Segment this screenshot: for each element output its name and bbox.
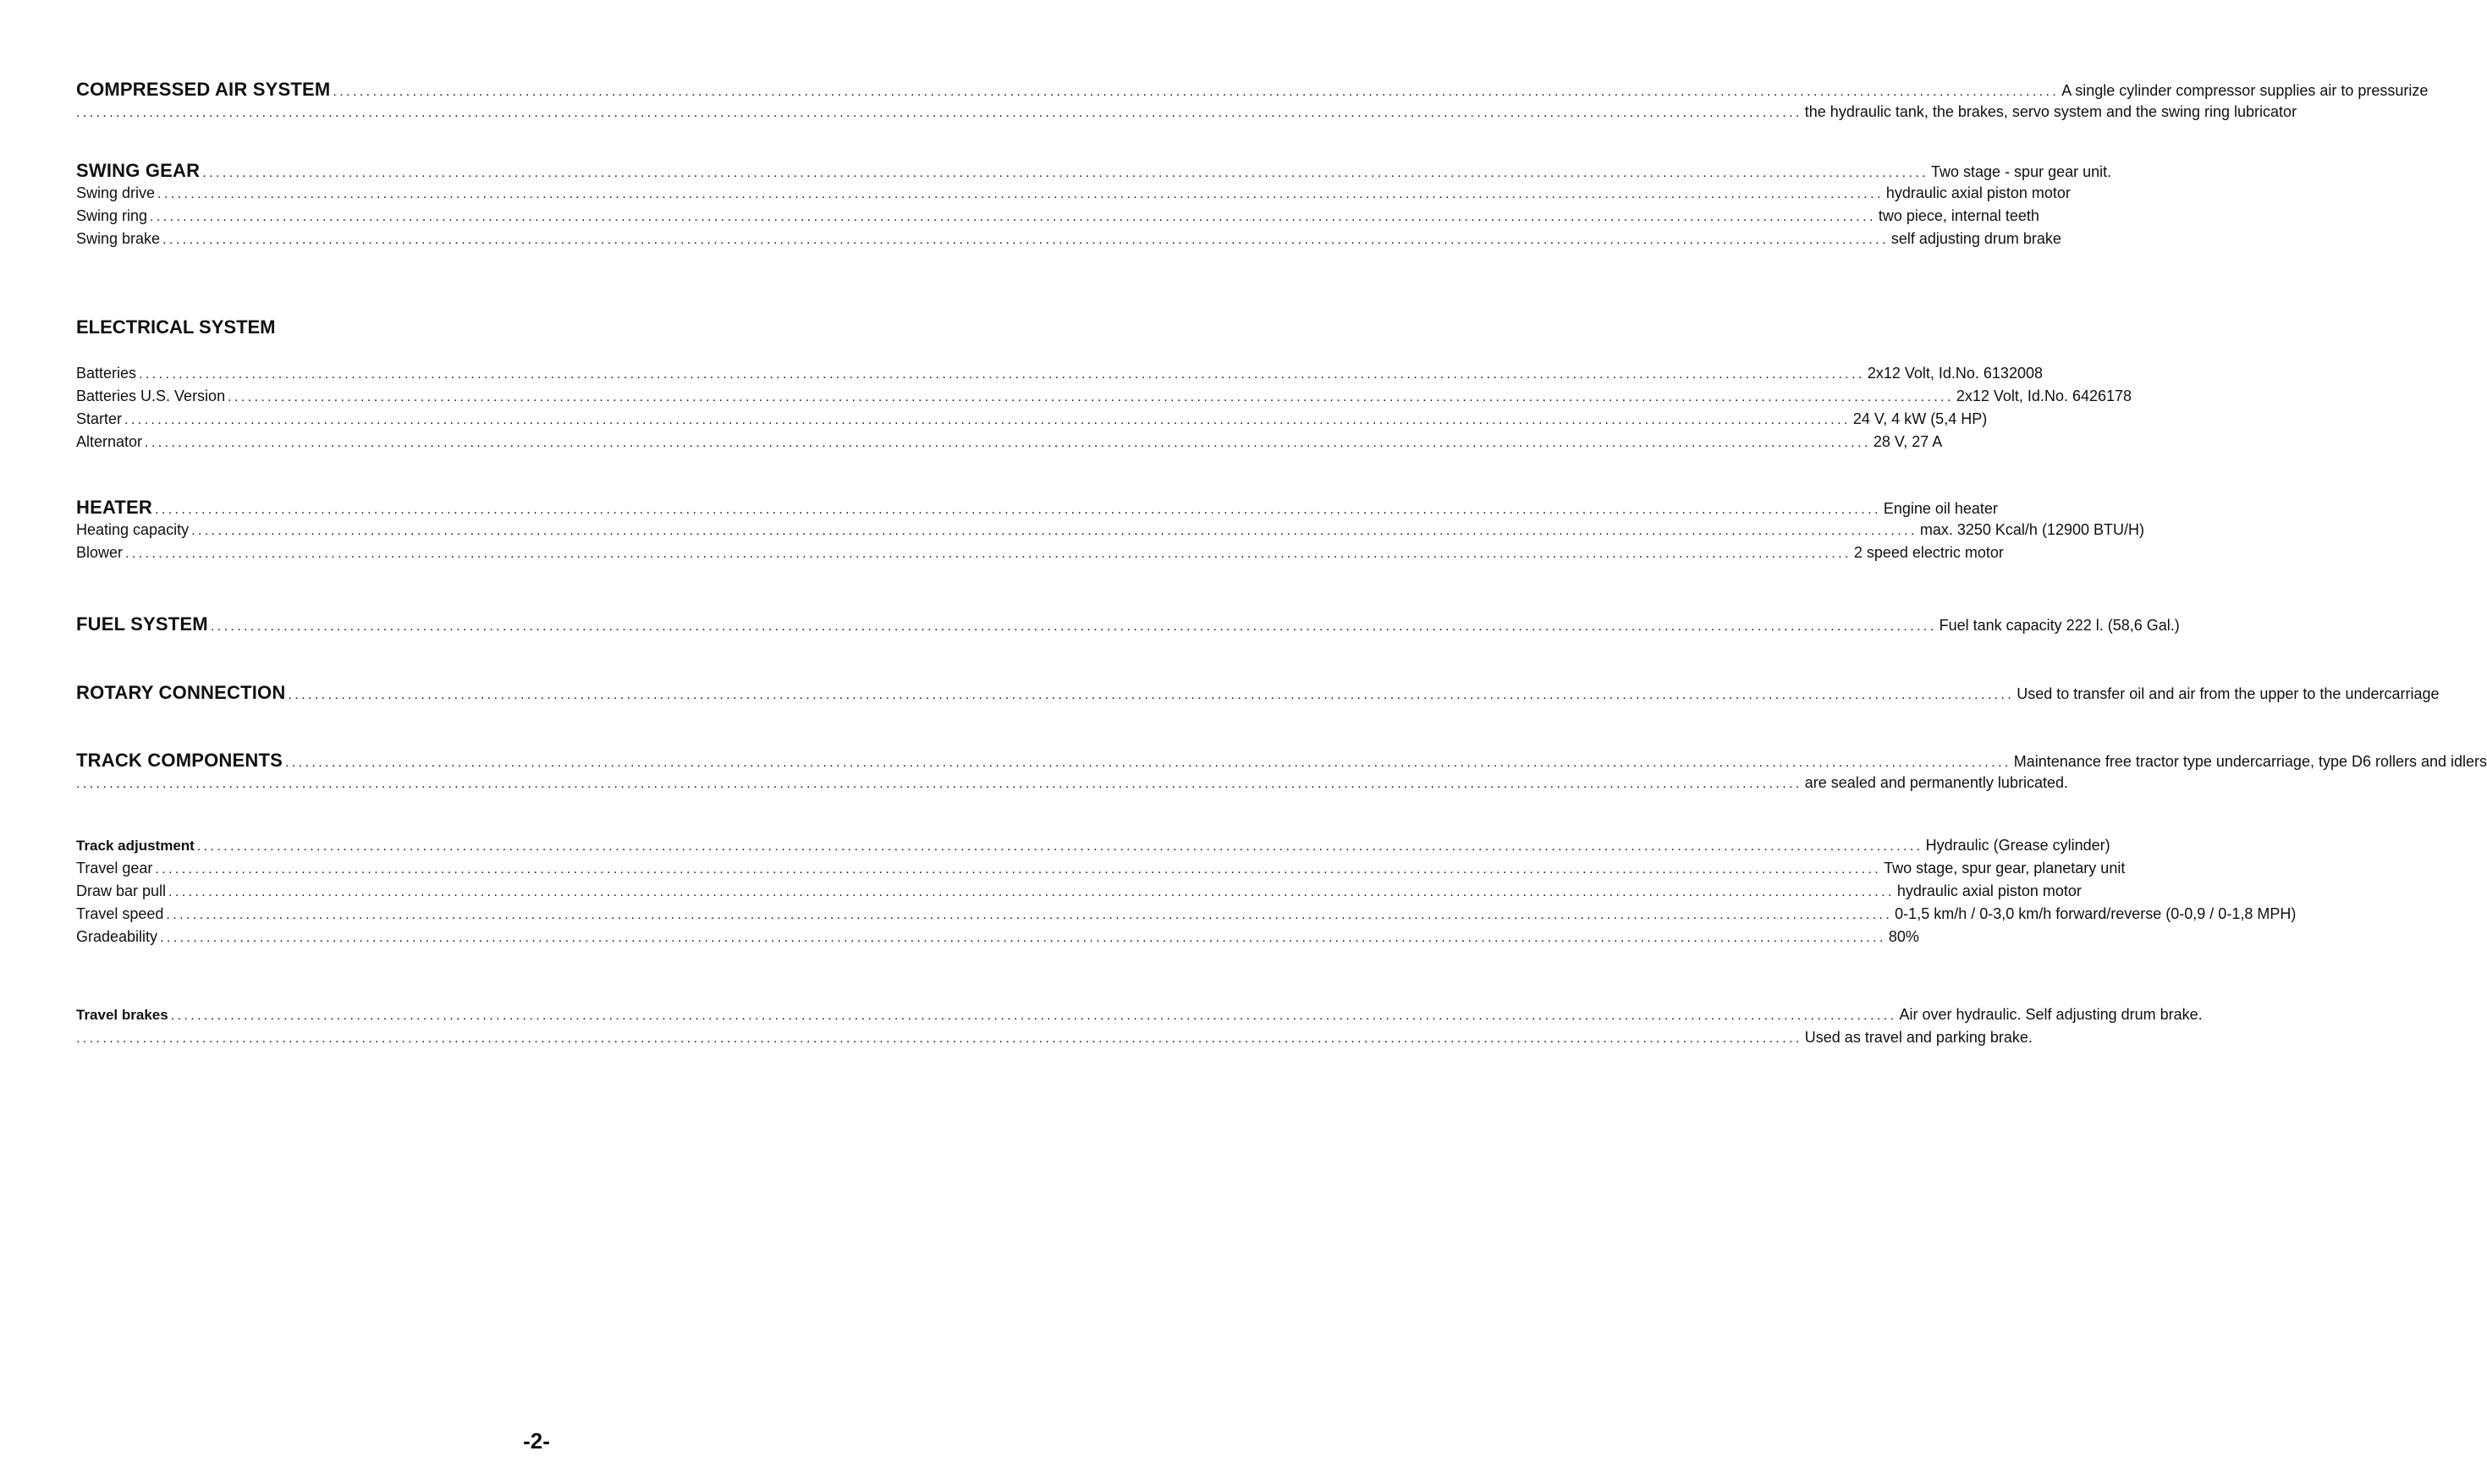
- spec-row: [76, 362, 2043, 385]
- swing-gear-heading: SWING GEAR: [76, 160, 201, 181]
- spec-row: [76, 880, 2082, 903]
- fuel-row: [76, 613, 2180, 635]
- spec-label: Draw bar pull: [76, 882, 167, 899]
- compressed-air-value-1: A single cylinder compressor supplies air to pressurize: [2061, 82, 2429, 99]
- track-components-value-2: are sealed and permanently lubricated.: [1804, 774, 2068, 791]
- compressed-air-row-1: [76, 78, 2429, 101]
- electrical-heading: ELECTRICAL SYSTEM: [76, 316, 276, 338]
- spec-row: [76, 431, 1943, 453]
- heater-heading: HEATER: [76, 497, 153, 518]
- leader-dots: ....................................................................................................................................................................................................................................................................: [202, 166, 1929, 180]
- leader-dots: ....................................................................................................................................................................................................................................................................: [124, 413, 1851, 427]
- fuel-section: [76, 613, 2180, 635]
- fuel-heading: FUEL SYSTEM: [76, 613, 208, 635]
- spec-value: 28 V, 27 A: [1873, 433, 1943, 450]
- spec-row: [76, 541, 2004, 564]
- travel-brakes-heading: Travel brakes: [76, 1007, 168, 1023]
- spec-row: [76, 205, 2039, 228]
- leader-dots: ....................................................................................................................................................................................................................................................................: [76, 1031, 1802, 1046]
- leader-dots: ....................................................................................................................................................................................................................................................................: [150, 210, 1876, 224]
- leader-dots: ....................................................................................................................................................................................................................................................................: [191, 524, 1918, 538]
- spec-row: [76, 385, 2132, 408]
- compressed-air-row-2: [76, 101, 2297, 124]
- travel-brakes-section: [76, 1003, 2203, 1049]
- spec-value: Two stage, spur gear, planetary unit: [1884, 860, 2126, 877]
- leader-dots: ....................................................................................................................................................................................................................................................................: [160, 931, 1886, 945]
- spec-value: 2 speed electric motor: [1853, 544, 2004, 561]
- spec-label: Batteries: [76, 365, 137, 382]
- compressed-air-section: [76, 78, 2429, 124]
- heater-heading-value: Engine oil heater: [1883, 500, 1998, 517]
- leader-dots: ....................................................................................................................................................................................................................................................................: [333, 85, 2060, 99]
- heater-heading-row: [76, 496, 1998, 519]
- travel-brakes-row-2: [76, 1026, 2033, 1049]
- spec-label: Heating capacity: [76, 521, 190, 538]
- leader-dots: ....................................................................................................................................................................................................................................................................: [76, 106, 1802, 120]
- spec-label: Travel gear: [76, 860, 153, 877]
- track-components-heading: TRACK COMPONENTS: [76, 750, 283, 771]
- leader-dots: ....................................................................................................................................................................................................................................................................: [166, 908, 1893, 922]
- spec-row: [76, 926, 1919, 948]
- page-number: -2-: [523, 1428, 550, 1454]
- track-adjustment-heading-value: Hydraulic (Grease cylinder): [1925, 837, 2110, 854]
- rotary-heading: ROTARY CONNECTION: [76, 682, 286, 703]
- spec-value: self adjusting drum brake: [1890, 230, 2061, 247]
- spec-row: [76, 228, 2061, 250]
- spec-value: max. 3250 Kcal/h (12900 BTU/H): [1919, 521, 2144, 538]
- rotary-value: Used to transfer oil and air from the upper to the undercarriage: [2017, 685, 2440, 702]
- leader-dots: ....................................................................................................................................................................................................................................................................: [288, 688, 2015, 702]
- spec-value: hydraulic axial piston motor: [1896, 882, 2082, 899]
- spec-label: Swing brake: [76, 230, 161, 247]
- leader-dots: ....................................................................................................................................................................................................................................................................: [157, 187, 1884, 201]
- fuel-value: Fuel tank capacity 222 l. (58,6 Gal.): [1939, 617, 2180, 634]
- travel-brakes-value-2: Used as travel and parking brake.: [1804, 1029, 2033, 1046]
- spec-row: [76, 519, 2144, 541]
- heater-section: [76, 496, 2144, 564]
- track-components-row-2: [76, 772, 2068, 794]
- electrical-section: [76, 362, 2132, 453]
- leader-dots: ....................................................................................................................................................................................................................................................................: [168, 885, 1895, 899]
- spec-value: hydraulic axial piston motor: [1885, 184, 2071, 201]
- swing-gear-heading-value: Two stage - spur gear unit.: [1931, 163, 2112, 180]
- leader-dots: ....................................................................................................................................................................................................................................................................: [155, 862, 1882, 877]
- track-components-value-1: Maintenance free tractor type undercarriage, type D6 rollers and idlers: [2013, 753, 2487, 770]
- track-components-section: [76, 749, 2487, 794]
- spec-value: 24 V, 4 kW (5,4 HP): [1852, 410, 1988, 427]
- track-adjustment-heading: Track adjustment: [76, 838, 195, 854]
- rotary-section: [76, 681, 2440, 704]
- travel-brakes-value-1: Air over hydraulic. Self adjusting drum brake.: [1899, 1006, 2203, 1023]
- track-adjustment-heading-row: [76, 834, 2110, 857]
- spec-value: 80%: [1888, 928, 1919, 945]
- document-page: [76, 0, 2487, 1484]
- spec-label: Batteries U.S. Version: [76, 387, 226, 404]
- swing-gear-section: [76, 159, 2112, 250]
- rotary-row: [76, 681, 2440, 704]
- spec-label: Starter: [76, 410, 123, 427]
- leader-dots: ....................................................................................................................................................................................................................................................................: [155, 503, 1881, 517]
- track-components-row-1: [76, 749, 2487, 772]
- track-adjustment-section: [76, 834, 2297, 948]
- spec-label: Travel speed: [76, 905, 164, 922]
- leader-dots: ....................................................................................................................................................................................................................................................................: [284, 756, 2011, 770]
- leader-dots: ....................................................................................................................................................................................................................................................................: [162, 233, 1889, 247]
- swing-gear-heading-row: [76, 159, 2112, 182]
- spec-label: Blower: [76, 544, 124, 561]
- leader-dots: ....................................................................................................................................................................................................................................................................: [145, 436, 1871, 450]
- travel-brakes-row-1: [76, 1003, 2203, 1026]
- spec-row: [76, 857, 2126, 880]
- spec-label: Swing drive: [76, 184, 156, 201]
- compressed-air-heading: COMPRESSED AIR SYSTEM: [76, 79, 331, 100]
- spec-row: [76, 408, 1988, 431]
- leader-dots: ....................................................................................................................................................................................................................................................................: [139, 367, 1865, 382]
- spec-value: 0-1,5 km/h / 0-3,0 km/h forward/reverse (0-0,9 / 0-1,8 MPH): [1895, 905, 2297, 922]
- leader-dots: ....................................................................................................................................................................................................................................................................: [196, 839, 1923, 854]
- compressed-air-value-2: the hydraulic tank, the brakes, servo system and the swing ring lubricator: [1804, 103, 2297, 120]
- spec-row: [76, 903, 2297, 926]
- spec-label: Alternator: [76, 433, 143, 450]
- leader-dots: ....................................................................................................................................................................................................................................................................: [76, 777, 1802, 791]
- leader-dots: ....................................................................................................................................................................................................................................................................: [210, 619, 1937, 634]
- spec-label: Swing ring: [76, 207, 148, 224]
- leader-dots: ....................................................................................................................................................................................................................................................................: [125, 547, 1851, 561]
- spec-value: two piece, internal teeth: [1878, 207, 2039, 224]
- spec-label: Gradeability: [76, 928, 158, 945]
- spec-value: 2x12 Volt, Id.No. 6426178: [1956, 387, 2132, 404]
- spec-row: [76, 182, 2071, 205]
- leader-dots: ....................................................................................................................................................................................................................................................................: [228, 390, 1954, 404]
- spec-value: 2x12 Volt, Id.No. 6132008: [1867, 365, 2043, 382]
- leader-dots: ....................................................................................................................................................................................................................................................................: [170, 1009, 1897, 1023]
